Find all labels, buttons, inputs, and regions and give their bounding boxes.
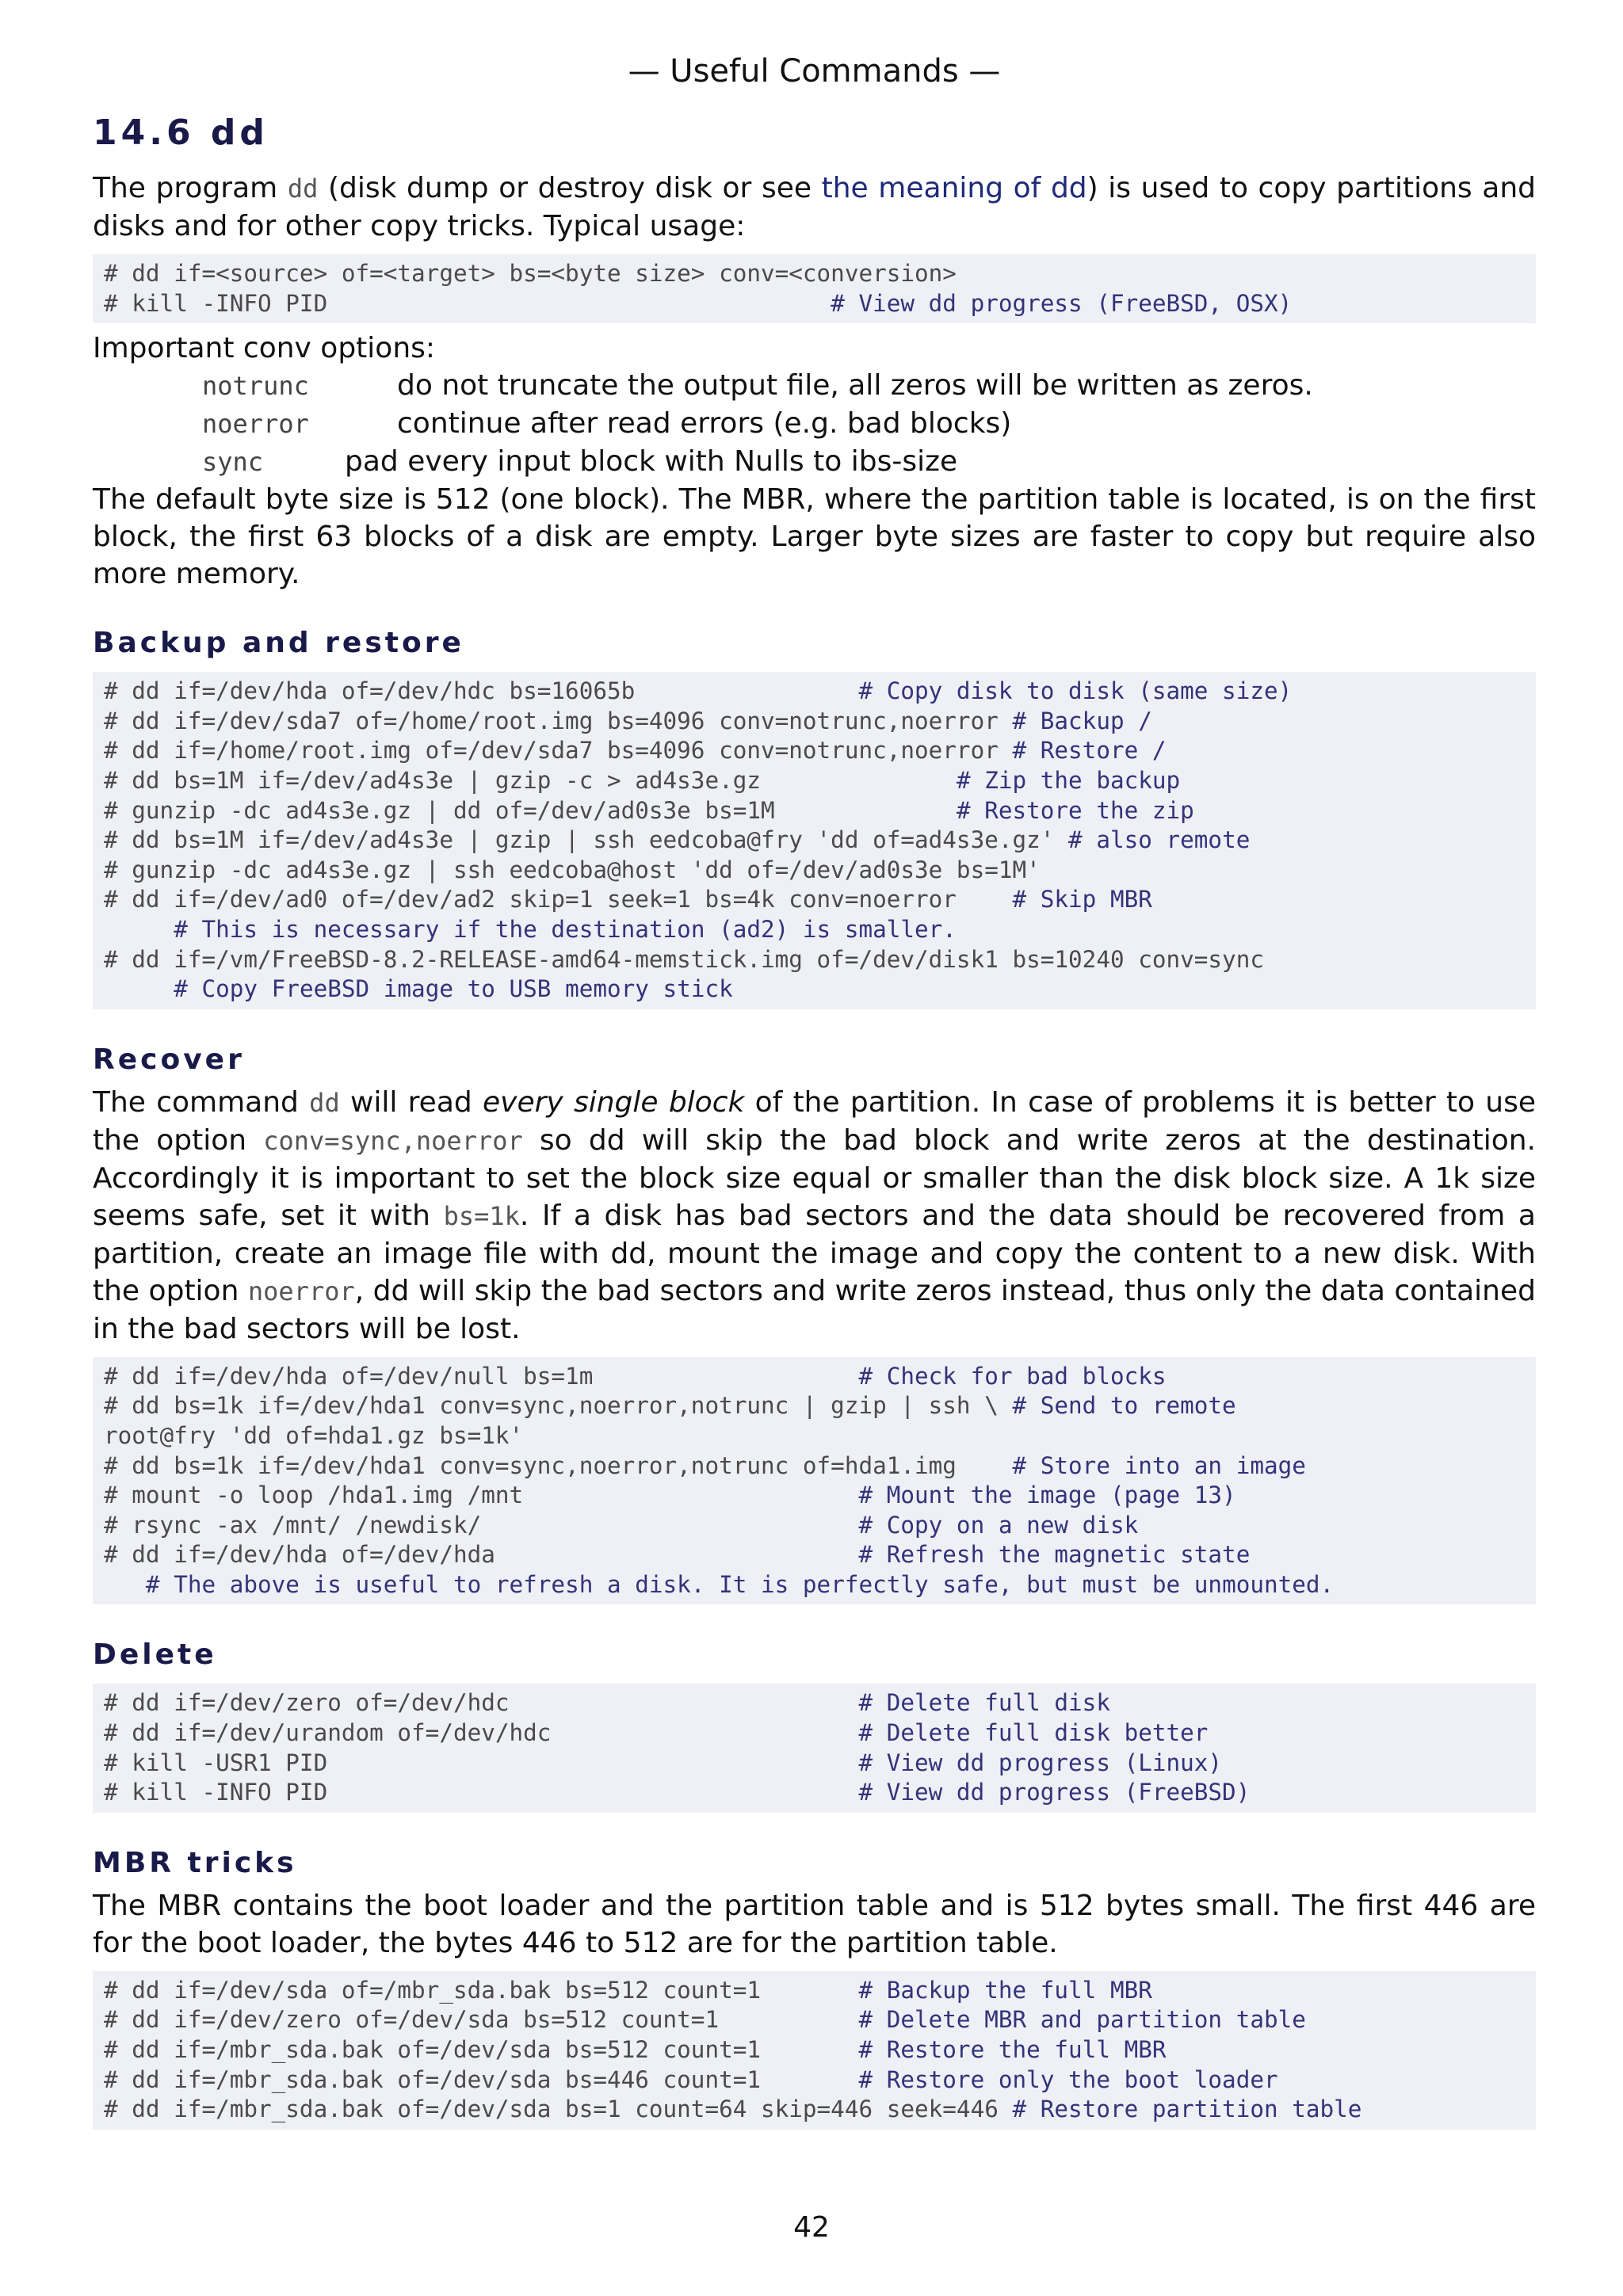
- inline-option-bs: bs=1k: [443, 1200, 520, 1231]
- mbr-paragraph: The MBR contains the boot loader and the partition table and is 512 bytes small. The first 446 are for the boot loader, the bytes 446 to 512 are for the partition table.: [93, 1889, 1536, 1959]
- option-key: notrunc: [202, 371, 309, 402]
- code-command: # mount -o loop /hda1.img /mnt: [104, 1482, 859, 1509]
- code-comment: # Delete full disk: [858, 1689, 1110, 1717]
- code-line: [104, 2065, 1536, 2096]
- code-line: [104, 1749, 1536, 1779]
- code-command: [104, 916, 174, 943]
- code-comment: # Backup /: [1012, 707, 1152, 734]
- code-command: [104, 975, 174, 1002]
- code-line: [104, 677, 1536, 707]
- code-comment: # Delete full disk better: [858, 1719, 1209, 1747]
- code-line: [104, 945, 1536, 975]
- code-line: [104, 2005, 1536, 2035]
- inline-option-conv: conv=sync,noerror: [263, 1125, 523, 1156]
- code-comment: # Refresh the magnetic state: [858, 1541, 1251, 1569]
- conv-options-label: Important conv options:: [93, 332, 436, 365]
- code-comment: # Check for bad blocks: [858, 1362, 1167, 1390]
- code-command: # dd if=/dev/hda of=/dev/hda: [104, 1541, 859, 1569]
- code-line: [104, 1451, 1536, 1482]
- code-command: # dd bs=1M if=/dev/ad4s3e | gzip -c > ad4s3e.gz: [104, 766, 957, 794]
- code-comment: # Restore /: [1012, 737, 1167, 765]
- code-command: # dd if=/dev/ad0 of=/dev/ad2 skip=1 seek=1 bs=4k conv=noerror: [104, 886, 1013, 913]
- code-command: # rsync -ax /mnt/ /newdisk/: [104, 1511, 859, 1539]
- code-command: # kill -INFO PID: [104, 289, 831, 317]
- code-comment: # View dd progress (FreeBSD, OSX): [831, 289, 1293, 317]
- code-comment: # Restore only the boot loader: [858, 2065, 1278, 2093]
- code-line: [104, 1778, 1536, 1808]
- code-command: # dd bs=1k if=/dev/hda1 conv=sync,noerror,notrunc | gzip | ssh \: [104, 1392, 1013, 1420]
- option-description: continue after read errors (e.g. bad blocks): [397, 407, 1012, 441]
- option-description: do not truncate the output file, all zeros will be written as zeros.: [397, 369, 1313, 402]
- backup-code-block: [93, 672, 1536, 1009]
- code-line: [104, 766, 1536, 796]
- conv-option-noerror: [93, 405, 1536, 443]
- code-line: [104, 2035, 1536, 2065]
- code-line: [104, 826, 1536, 856]
- intro-paragraph: [93, 170, 1536, 245]
- code-command: # gunzip -dc ad4s3e.gz | dd of=/dev/ad0s3e bs=1M: [104, 796, 957, 824]
- code-command: # dd if=/mbr_sda.bak of=/dev/sda bs=446 count=1: [104, 2065, 859, 2093]
- code-command: # dd bs=1M if=/dev/ad4s3e | gzip | ssh eedcoba@fry 'dd of=ad4s3e.gz': [104, 826, 1069, 854]
- code-comment: # Send to remote: [1012, 1392, 1236, 1420]
- recover-text-6: , dd will skip the bad sectors and write zeros instead, thus only the data contained in the bad sectors will be lost.: [93, 1274, 1536, 1345]
- delete-code-block: [93, 1684, 1536, 1812]
- code-line: [104, 289, 1536, 319]
- mbr-code-block: [93, 1971, 1536, 2130]
- option-key: sync: [202, 447, 264, 478]
- section-title: 14.6 dd: [93, 113, 269, 153]
- code-comment: # Copy FreeBSD image to USB memory stick: [174, 975, 733, 1003]
- code-line: [104, 796, 1536, 826]
- recover-code-block: [93, 1357, 1536, 1605]
- code-line: [104, 1688, 1536, 1718]
- code-line: [104, 1511, 1536, 1541]
- code-comment: # View dd progress (FreeBSD): [858, 1779, 1251, 1806]
- inline-command-dd: dd: [287, 174, 319, 204]
- code-comment: # Mount the image (page 13): [858, 1482, 1236, 1509]
- code-command: # dd if=/dev/sda of=/mbr_sda.bak bs=512 count=1: [104, 1976, 859, 2004]
- code-line: [104, 1362, 1536, 1392]
- code-command: # kill -USR1 PID: [104, 1749, 859, 1776]
- code-line: [104, 1718, 1536, 1749]
- code-line: [104, 1391, 1536, 1421]
- code-command: # dd if=/dev/hda of=/dev/hdc bs=16065b: [104, 677, 859, 705]
- code-command: # kill -INFO PID: [104, 1779, 859, 1806]
- code-line: [104, 1481, 1536, 1511]
- code-comment: # Delete MBR and partition table: [858, 2006, 1306, 2034]
- recover-text-5: . If a disk has bad sectors and the data should be recovered from a partition, create an image file with dd, mount the image and copy the content to a new disk. With the option: [93, 1199, 1536, 1307]
- code-line: [104, 1540, 1536, 1570]
- code-comment: # Copy on a new disk: [858, 1511, 1139, 1539]
- emphasis-every-single-block: every single block: [483, 1085, 745, 1119]
- code-command: # gunzip -dc ad4s3e.gz | ssh eedcoba@host 'dd of=/dev/ad0s3e bs=1M': [104, 856, 1041, 883]
- byte-size-paragraph: The default byte size is 512 (one block). The MBR, where the partition table is located, is on the first block, the first 63 blocks of a disk are empty. Larger byte sizes are faster to copy but require also more memory.: [93, 483, 1536, 591]
- code-command: # dd if=/home/root.img of=/dev/sda7 bs=4096 conv=notrunc,noerror: [104, 737, 1013, 765]
- conv-option-sync: [93, 443, 1536, 481]
- code-comment: # Copy disk to disk (same size): [858, 677, 1293, 705]
- code-line: [104, 707, 1536, 737]
- code-comment: # Zip the backup: [956, 766, 1181, 794]
- code-line: [104, 259, 1536, 289]
- recover-text-2: will read: [339, 1085, 483, 1119]
- code-comment: # Store into an image: [1012, 1451, 1306, 1479]
- meaning-of-dd-link[interactable]: the meaning of dd: [821, 172, 1087, 204]
- code-command: # dd if=/dev/zero of=/dev/sda bs=512 count=1: [104, 2006, 859, 2034]
- code-line: [104, 885, 1536, 915]
- conv-option-notrunc: [93, 367, 1536, 405]
- code-command: root@fry 'dd of=hda1.gz bs=1k': [104, 1421, 524, 1449]
- code-command: # dd if=/dev/zero of=/dev/hdc: [104, 1689, 859, 1717]
- recover-paragraph: [93, 1084, 1536, 1348]
- recover-text-4: so dd will skip the bad block and write zeros at the destination. Accordingly it is important to set the block size equal or smaller than the disk block size. A 1k size seems safe, set it with: [93, 1123, 1536, 1232]
- code-line: [104, 856, 1536, 886]
- inline-command-dd: dd: [309, 1087, 340, 1118]
- recover-text-1: The command: [93, 1085, 310, 1119]
- code-command: # dd if=/vm/FreeBSD-8.2-RELEASE-amd64-memstick.img of=/dev/disk1 bs=10240 conv=sync: [104, 945, 1264, 973]
- code-line: [104, 736, 1536, 766]
- code-comment: # Restore partition table: [1012, 2096, 1362, 2123]
- code-line: [104, 1421, 1536, 1451]
- intro-text-2: (disk dump or destroy disk or see: [318, 172, 822, 204]
- inline-option-noerror: noerror: [247, 1276, 355, 1306]
- page-content: [93, 49, 1536, 2136]
- code-command: # dd bs=1k if=/dev/hda1 conv=sync,noerror,notrunc of=hda1.img: [104, 1451, 1013, 1479]
- intro-text-1: The program: [93, 172, 288, 204]
- code-comment: # View dd progress (Linux): [858, 1749, 1223, 1776]
- code-line: [104, 2095, 1536, 2125]
- code-command: [104, 1571, 146, 1598]
- code-comment: # This is necessary if the destination (ad2) is smaller.: [174, 915, 957, 943]
- code-line: [104, 915, 1536, 945]
- code-comment: # also remote: [1068, 826, 1251, 854]
- backup-restore-heading: Backup and restore: [93, 627, 464, 660]
- code-line: [104, 974, 1536, 1005]
- page-number: 42: [793, 2211, 830, 2244]
- code-comment: # Skip MBR: [1012, 886, 1152, 913]
- code-comment: # Backup the full MBR: [858, 1976, 1152, 2004]
- code-comment: # Restore the zip: [956, 796, 1194, 824]
- code-command: # dd if=/dev/hda of=/dev/null bs=1m: [104, 1362, 859, 1390]
- code-line: [104, 1570, 1536, 1600]
- code-command: # dd if=<source> of=<target> bs=<byte size> conv=<conversion>: [104, 260, 957, 287]
- running-header: — Useful Commands —: [628, 53, 1001, 90]
- code-comment: # Restore the full MBR: [858, 2036, 1167, 2064]
- code-comment: # The above is useful to refresh a disk. It is perfectly safe, but must be unmounted.: [145, 1570, 1335, 1598]
- delete-heading: Delete: [93, 1638, 217, 1672]
- mbr-tricks-heading: MBR tricks: [93, 1846, 297, 1879]
- option-description: pad every input block with Nulls to ibs-size: [345, 445, 958, 479]
- code-line: [104, 1976, 1536, 2006]
- code-command: # dd if=/dev/urandom of=/dev/hdc: [104, 1719, 859, 1747]
- intro-text-3: ) is used to copy partitions and disks and for other copy tricks. Typical usage:: [93, 172, 1537, 242]
- usage-code-block: [93, 254, 1536, 323]
- code-command: # dd if=/mbr_sda.bak of=/dev/sda bs=512 count=1: [104, 2036, 859, 2064]
- option-key: noerror: [202, 409, 309, 440]
- code-command: # dd if=/dev/sda7 of=/home/root.img bs=4096 conv=notrunc,noerror: [104, 707, 1013, 734]
- recover-heading: Recover: [93, 1043, 245, 1076]
- recover-text-3: of the partition. In case of problems it is better to use the option: [93, 1085, 1536, 1157]
- code-command: # dd if=/mbr_sda.bak of=/dev/sda bs=1 count=64 skip=446 seek=446: [104, 2096, 1013, 2123]
